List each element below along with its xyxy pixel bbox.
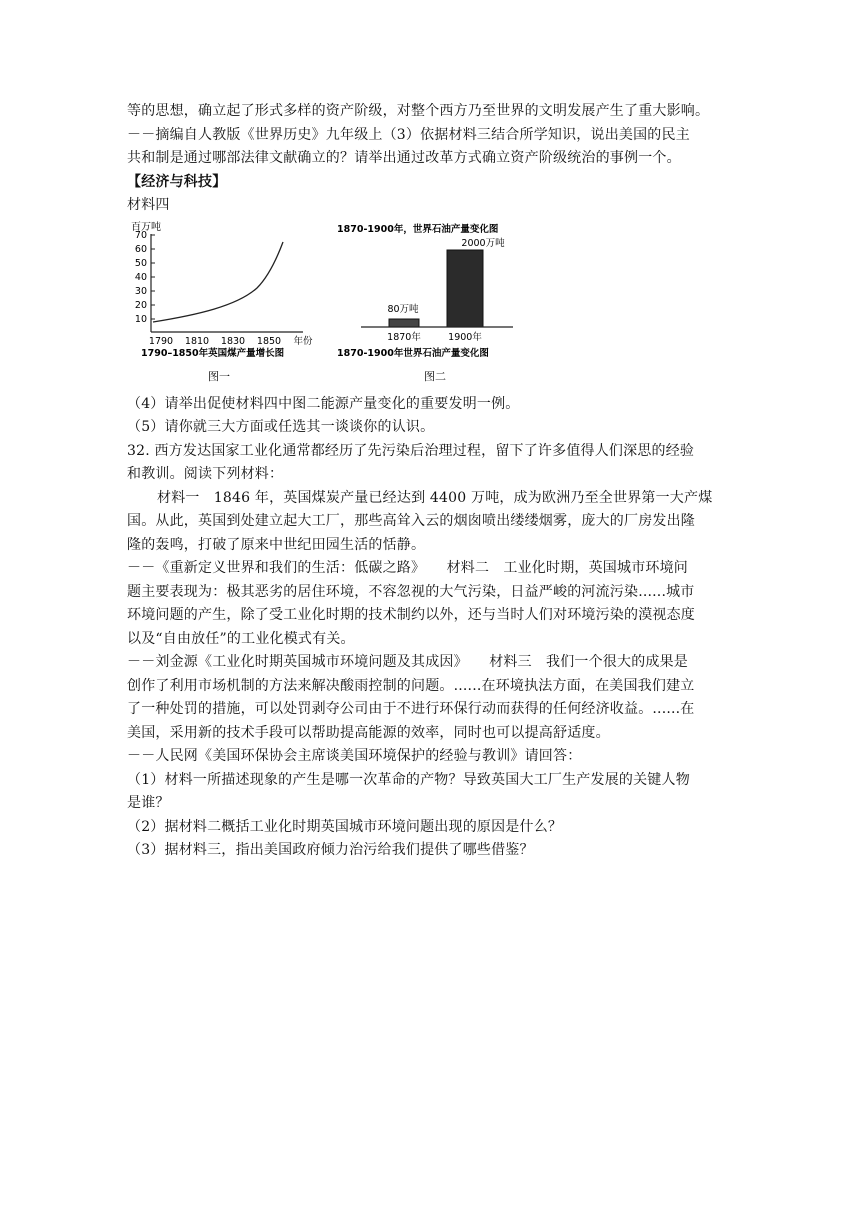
material4-figures — [127, 220, 737, 390]
figure-1-unit: 百万吨 — [131, 221, 161, 233]
figure-2-title: 1870-1900年，世界石油产量变化图 — [337, 223, 499, 235]
oil-bar-1870 — [389, 319, 419, 327]
coal-output-curve — [153, 242, 283, 322]
figure-1-caption: 1790–1850年英国煤产量增长图 — [141, 347, 285, 359]
q32-text-line: 材料一 1846 年，英国煤炭产量已经达到 4400 万吨，成为欧洲乃至全世界第一大产煤 — [157, 489, 713, 506]
q32-text-line: －－刘金源《工业化时期英国城市环境问题及其成因》 材料三 我们一个很大的成果是 — [127, 654, 688, 670]
q32-text-line: 了一种处罚的措施，可以处罚剥夺公司由于不进行环保行动而获得的任何经济收益。......在 — [127, 701, 695, 717]
x-unit: 年份 — [293, 335, 313, 347]
figure-2-oil-chart — [331, 220, 541, 390]
material-label: 材料四 — [127, 197, 170, 213]
q32-text-line: 题主要表现为：极其恶劣的居住环境，不容忽视的大气污染，日益严峻的河流污染......城市 — [127, 583, 695, 600]
y-tick: 50 — [134, 257, 147, 269]
q32-text-line: （1）材料一所描述现象的产生是哪一次革命的产物？导致英国大工厂生产发展的关键人物 — [127, 771, 690, 788]
q32-text-line: 以及“自由放任”的工业化模式有关。 — [127, 630, 355, 647]
y-tick: 70 — [134, 229, 147, 241]
q32-text-line: 32. 西方发达国家工业化通常都经历了先污染后治理过程，留下了许多值得人们深思的经验 — [127, 442, 695, 459]
bar-year-1900: 1900年 — [448, 331, 482, 343]
q32-text-line: 和教训。阅读下列材料： — [127, 466, 284, 482]
text-line: 等的思想，确立起了形式多样的资产阶级，对整个西方乃至世界的文明发展产生了重大影响。 — [127, 103, 710, 119]
q32-text-line: －－《重新定义世界和我们的生活：低碳之路》 材料二 工业化时期，英国城市环境问 — [127, 560, 688, 576]
q32-text-line: 环境问题的产生，除了受工业化时期的技术制约以外，还与当时人们对环境污染的漠视态度 — [127, 607, 695, 623]
q32-text-line: （3）据材料三，指出美国政府倾力治污给我们提供了哪些借鉴？ — [127, 842, 534, 858]
oil-bar-1900 — [447, 250, 483, 327]
bar-value-label-1900: 2000万吨 — [461, 237, 505, 249]
figure-2-caption: 1870-1900年世界石油产量变化图 — [337, 347, 489, 359]
question-5: （5）请你就三大方面或任选其一谈谈你的认识。 — [127, 419, 435, 435]
text-line: －－摘编自人教版《世界历史》九年级上（3）依据材料三结合所学知识，说出美国的民主 — [127, 126, 690, 143]
q32-text-line: （2）据材料二概括工业化时期英国城市环境问题出现的原因是什么？ — [127, 818, 563, 835]
question-4: （4）请举出促使材料四中图二能源产量变化的重要发明一例。 — [127, 395, 520, 412]
q32-text-line: 隆的轰鸣，打破了原来中世纪田园生活的恬静。 — [127, 536, 426, 553]
document-page — [127, 100, 737, 863]
x-tick: 1790 — [148, 335, 174, 347]
bar-value-label-1870: 80万吨 — [387, 303, 419, 315]
q32-text-line: 创作了利用市场机制的方法来解决酸雨控制的问题。......在环境执法方面，在美国我们建立 — [127, 677, 695, 694]
figure-1-coal-chart — [127, 220, 317, 390]
x-tick: 1830 — [220, 335, 246, 347]
figure-1-label: 图一 — [208, 369, 230, 383]
y-tick: 40 — [134, 271, 147, 283]
text-line: 共和制是通过哪部法律文献确立的？请举出通过改革方式确立资产阶级统治的事例一个。 — [127, 150, 681, 166]
x-tick: 1810 — [184, 335, 210, 347]
y-tick: 20 — [134, 299, 147, 311]
y-tick: 10 — [134, 313, 147, 325]
q32-text-line: 国。从此，英国到处建立起大工厂，那些高耸入云的烟囱喷出缕缕烟雾，庞大的厂房发出隆 — [127, 513, 695, 529]
q32-text-line: 是谁？ — [127, 795, 170, 811]
figure-2-label: 图二 — [424, 369, 446, 383]
section-title: 【经济与科技】 — [127, 173, 227, 190]
q32-text-line: －－人民网《美国环保协会主席谈美国环境保护的经验与教训》请回答： — [127, 748, 582, 764]
y-tick: 30 — [134, 285, 147, 297]
q32-text-line: 美国，采用新的技术手段可以帮助提高能源的效率，同时也可以提高舒适度。 — [127, 724, 610, 741]
x-tick: 1850 — [256, 335, 282, 347]
y-tick: 60 — [134, 243, 147, 255]
bar-year-1870: 1870年 — [387, 331, 421, 343]
